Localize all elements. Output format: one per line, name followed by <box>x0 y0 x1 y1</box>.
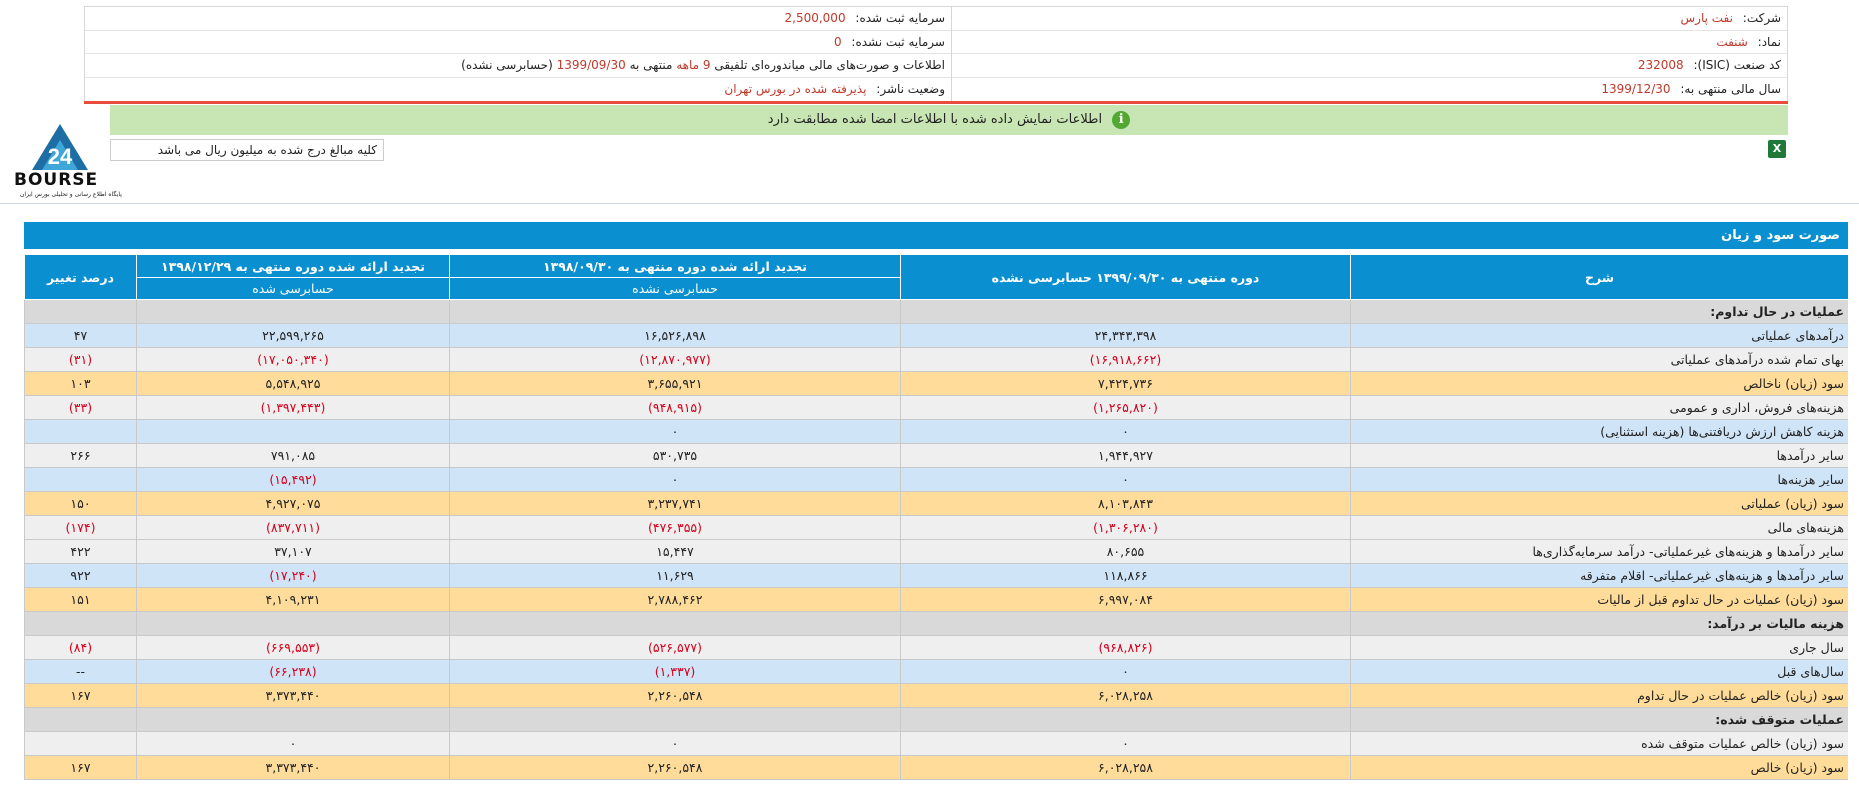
row-value-c1: (۱,۲۶۵,۸۲۰) <box>901 396 1351 420</box>
row-value-c3: ۳,۳۷۳,۴۴۰ <box>137 756 450 780</box>
table-row <box>25 660 1849 684</box>
row-value-c4 <box>25 300 137 324</box>
row-value-c1: ۷,۴۲۴,۷۳۶ <box>901 372 1351 396</box>
row-value-c3: ۰ <box>137 732 450 756</box>
company-row <box>952 7 1787 31</box>
row-value-c3 <box>137 420 450 444</box>
row-description: سال جاری <box>1351 636 1849 660</box>
row-value-c1 <box>901 300 1351 324</box>
row-description: عملیات متوقف شده: <box>1351 708 1849 732</box>
symbol-value[interactable]: شنفت <box>1716 34 1748 49</box>
table-row <box>25 588 1849 612</box>
row-description: سود (زیان) خالص عملیات متوقف شده <box>1351 732 1849 756</box>
row-value-c4 <box>25 708 137 732</box>
fiscal-year-label: سال مالی منتهی به: <box>1680 81 1781 96</box>
row-value-c1: (۹۶۸,۸۲۶) <box>901 636 1351 660</box>
row-description: سود (زیان) خالص عملیات در حال تداوم <box>1351 684 1849 708</box>
logo-tagline: پایگاه اطلاع رسانی و تحلیلی بورس ایران <box>20 191 122 198</box>
row-value-c4: ۴۷ <box>25 324 137 348</box>
row-value-c2: ۳,۶۵۵,۹۲۱ <box>450 372 901 396</box>
table-row <box>25 492 1849 516</box>
row-value-c2: ۲,۲۶۰,۵۴۸ <box>450 684 901 708</box>
header-row <box>25 255 1849 278</box>
publisher-status-label: وضعیت ناشر: <box>876 81 945 96</box>
header-restated-prior-year: تجدید ارائه شده دوره منتهی به ۱۳۹۸/۱۲/۲۹ <box>137 255 450 278</box>
table-row <box>25 348 1849 372</box>
report-post: (حسابرسی نشده) <box>461 58 553 72</box>
table-row <box>25 540 1849 564</box>
row-value-c1: ۸,۱۰۳,۸۴۳ <box>901 492 1351 516</box>
row-value-c4: ۱۶۷ <box>25 756 137 780</box>
section-divider <box>0 203 1859 204</box>
table-row <box>25 564 1849 588</box>
row-value-c1: (۱۶,۹۱۸,۶۶۲) <box>901 348 1351 372</box>
company-info-left <box>85 7 951 102</box>
row-value-c1: (۱,۳۰۶,۲۸۰) <box>901 516 1351 540</box>
row-value-c3: (۱,۳۹۷,۴۴۳) <box>137 396 450 420</box>
report-mid: منتهی به <box>629 58 673 72</box>
row-value-c4: (۱۷۴) <box>25 516 137 540</box>
row-value-c3: ۲۲,۵۹۹,۲۶۵ <box>137 324 450 348</box>
row-value-c2: (۴۷۶,۳۵۵) <box>450 516 901 540</box>
company-value[interactable]: نفت پارس <box>1680 11 1733 25</box>
row-value-c3: (۱۷,۰۵۰,۳۴۰) <box>137 348 450 372</box>
row-description: سایر هزینه‌ها <box>1351 468 1849 492</box>
report-pre: اطلاعات و صورت‌های مالی میاندوره‌ای تلفیقی <box>714 58 945 72</box>
row-value-c3 <box>137 708 450 732</box>
row-value-c3: ۴,۱۰۹,۲۳۱ <box>137 588 450 612</box>
income-statement-table <box>24 254 1848 780</box>
subheader-restated-prior-year: حسابرسی شده <box>137 278 450 300</box>
header-restated-prior-period: تجدید ارائه شده دوره منتهی به ۱۳۹۸/۰۹/۳۰ <box>450 255 901 278</box>
unregistered-capital-value: 0 <box>833 34 842 49</box>
table-row <box>25 420 1849 444</box>
row-description: هزینه‌های مالی <box>1351 516 1849 540</box>
company-info-right <box>951 7 1787 102</box>
row-value-c3: (۸۳۷,۷۱۱) <box>137 516 450 540</box>
table-row <box>25 636 1849 660</box>
row-value-c3: ۵,۵۴۸,۹۲۵ <box>137 372 450 396</box>
report-date: 1399/09/30 <box>556 58 626 72</box>
row-value-c4: (۳۱) <box>25 348 137 372</box>
row-description: سایر درآمدها <box>1351 444 1849 468</box>
row-description: درآمدهای عملیاتی <box>1351 324 1849 348</box>
fiscal-year-value: 1399/12/30 <box>1601 81 1671 96</box>
symbol-label: نماد: <box>1757 34 1781 49</box>
row-value-c1 <box>901 708 1351 732</box>
row-description: سایر درآمدها و هزینه‌های غیرعملیاتی- درآمد سرمایه‌گذاری‌ها <box>1351 540 1849 564</box>
row-value-c4: ۱۶۷ <box>25 684 137 708</box>
row-value-c4 <box>25 468 137 492</box>
header-current-period: دوره منتهی به ۱۳۹۹/۰۹/۳۰ حسابرسی نشده <box>901 255 1351 300</box>
table-row <box>25 708 1849 732</box>
isic-label: کد صنعت (ISIC): <box>1693 58 1781 72</box>
row-value-c1: ۰ <box>901 732 1351 756</box>
row-description: سایر درآمدها و هزینه‌های غیرعملیاتی- اقلام متفرقه <box>1351 564 1849 588</box>
row-value-c4: (۳۳) <box>25 396 137 420</box>
symbol-row <box>952 31 1787 55</box>
excel-export-icon[interactable]: X <box>1768 140 1786 158</box>
row-value-c3 <box>137 612 450 636</box>
row-value-c3: ۳۷,۱۰۷ <box>137 540 450 564</box>
row-description: سود (زیان) عملیات در حال تداوم قبل از مالیات <box>1351 588 1849 612</box>
bourse24-logo[interactable] <box>12 120 122 200</box>
registered-capital-value: 2,500,000 <box>784 11 846 25</box>
verification-notice-text: اطلاعات نمایش داده شده با اطلاعات امضا شده مطابقت دارد <box>767 112 1103 127</box>
info-icon: i <box>1112 111 1130 129</box>
row-value-c4: ۲۶۶ <box>25 444 137 468</box>
table-row <box>25 516 1849 540</box>
row-description: سود (زیان) ناخالص <box>1351 372 1849 396</box>
row-description: هزینه کاهش ارزش دریافتنی‌ها (هزینه استثنایی) <box>1351 420 1849 444</box>
row-value-c1: ۶,۰۲۸,۲۵۸ <box>901 684 1351 708</box>
row-value-c2: (۱,۳۳۷) <box>450 660 901 684</box>
header-desc: شرح <box>1351 255 1849 300</box>
row-value-c3: (۶۶,۲۳۸) <box>137 660 450 684</box>
table-row <box>25 300 1849 324</box>
row-value-c2: ۳,۲۳۷,۷۴۱ <box>450 492 901 516</box>
row-value-c1 <box>901 612 1351 636</box>
row-value-c3: (۱۷,۲۴۰) <box>137 564 450 588</box>
row-value-c1: ۰ <box>901 468 1351 492</box>
row-value-c1: ۱,۹۴۴,۹۲۷ <box>901 444 1351 468</box>
row-value-c1: ۸۰,۶۵۵ <box>901 540 1351 564</box>
row-value-c3: ۴,۹۲۷,۰۷۵ <box>137 492 450 516</box>
row-value-c4: (۸۴) <box>25 636 137 660</box>
row-value-c2: ۱۱,۶۲۹ <box>450 564 901 588</box>
row-description: سود (زیان) خالص <box>1351 756 1849 780</box>
isic-value: 232008 <box>1637 58 1684 72</box>
table-row <box>25 684 1849 708</box>
row-value-c4: -- <box>25 660 137 684</box>
logo-brand-text: BOURSE <box>14 170 99 190</box>
table-row <box>25 324 1849 348</box>
statement-rows <box>25 300 1849 780</box>
row-value-c4 <box>25 612 137 636</box>
row-value-c4: ۱۵۱ <box>25 588 137 612</box>
row-description: هزینه مالیات بر درآمد: <box>1351 612 1849 636</box>
row-value-c1: ۱۱۸,۸۶۶ <box>901 564 1351 588</box>
registered-capital-label: سرمایه ثبت شده: <box>855 11 945 25</box>
row-value-c4: ۹۲۲ <box>25 564 137 588</box>
row-value-c4: ۱۵۰ <box>25 492 137 516</box>
row-value-c3 <box>137 300 450 324</box>
row-description: بهای تمام شده درآمدهای عملیاتی <box>1351 348 1849 372</box>
row-value-c2: ۰ <box>450 732 901 756</box>
row-value-c2: ۲,۷۸۸,۴۶۲ <box>450 588 901 612</box>
company-label: شرکت: <box>1742 11 1781 25</box>
row-value-c2 <box>450 708 901 732</box>
row-value-c3: ۷۹۱,۰۸۵ <box>137 444 450 468</box>
verification-notice <box>110 105 1788 135</box>
unregistered-capital-row <box>85 31 951 55</box>
table-row <box>25 732 1849 756</box>
row-description: سود (زیان) عملیاتی <box>1351 492 1849 516</box>
registered-capital-row <box>85 7 951 31</box>
report-description-row <box>85 54 951 78</box>
publisher-status-value: پذیرفته شده در بورس تهران <box>724 81 867 96</box>
table-row <box>25 612 1849 636</box>
statement-title: صورت سود و زیان <box>24 222 1848 249</box>
info-divider-red <box>84 101 1788 104</box>
table-row <box>25 396 1849 420</box>
logo-mark-text: 24 <box>47 144 73 169</box>
row-value-c1: ۶,۰۲۸,۲۵۸ <box>901 756 1351 780</box>
row-value-c2: ۱۵,۴۴۷ <box>450 540 901 564</box>
report-period: 9 ماهه <box>676 58 711 72</box>
isic-row <box>952 54 1787 78</box>
row-value-c3: (۶۶۹,۵۵۳) <box>137 636 450 660</box>
row-value-c2: (۵۲۶,۵۷۷) <box>450 636 901 660</box>
header-percent-change: درصد تغییر <box>25 255 137 300</box>
income-statement-table-wrap <box>24 254 1848 789</box>
row-value-c2 <box>450 300 901 324</box>
row-value-c4 <box>25 420 137 444</box>
unit-note: کلیه مبالغ درج شده به میلیون ریال می باشد <box>110 139 384 161</box>
table-row <box>25 756 1849 780</box>
publisher-status-row <box>85 78 951 102</box>
row-description: عملیات در حال تداوم: <box>1351 300 1849 324</box>
row-value-c3: (۱۵,۴۹۲) <box>137 468 450 492</box>
logo-mark-icon <box>12 120 108 174</box>
row-value-c2: ۵۳۰,۷۳۵ <box>450 444 901 468</box>
row-value-c2: ۰ <box>450 420 901 444</box>
row-value-c1: ۶,۹۹۷,۰۸۴ <box>901 588 1351 612</box>
row-value-c1: ۰ <box>901 420 1351 444</box>
row-value-c4: ۴۲۲ <box>25 540 137 564</box>
fiscal-year-row <box>952 78 1787 102</box>
company-info-panel <box>84 6 1788 103</box>
table-row <box>25 444 1849 468</box>
row-description: سال‌های قبل <box>1351 660 1849 684</box>
unregistered-capital-label: سرمایه ثبت نشده: <box>851 34 945 49</box>
table-row <box>25 468 1849 492</box>
row-description: هزینه‌های فروش، اداری و عمومی <box>1351 396 1849 420</box>
row-value-c2: (۱۲,۸۷۰,۹۷۷) <box>450 348 901 372</box>
row-value-c4: ۱۰۳ <box>25 372 137 396</box>
row-value-c2: ۰ <box>450 468 901 492</box>
row-value-c2: ۲,۲۶۰,۵۴۸ <box>450 756 901 780</box>
table-row <box>25 372 1849 396</box>
row-value-c3: ۳,۳۷۳,۴۴۰ <box>137 684 450 708</box>
row-value-c4 <box>25 732 137 756</box>
subheader-restated-prior-period: حسابرسی نشده <box>450 278 901 300</box>
row-value-c2: ۱۶,۵۲۶,۸۹۸ <box>450 324 901 348</box>
row-value-c2 <box>450 612 901 636</box>
row-value-c1: ۰ <box>901 660 1351 684</box>
row-value-c1: ۲۴,۳۴۳,۳۹۸ <box>901 324 1351 348</box>
row-value-c2: (۹۴۸,۹۱۵) <box>450 396 901 420</box>
